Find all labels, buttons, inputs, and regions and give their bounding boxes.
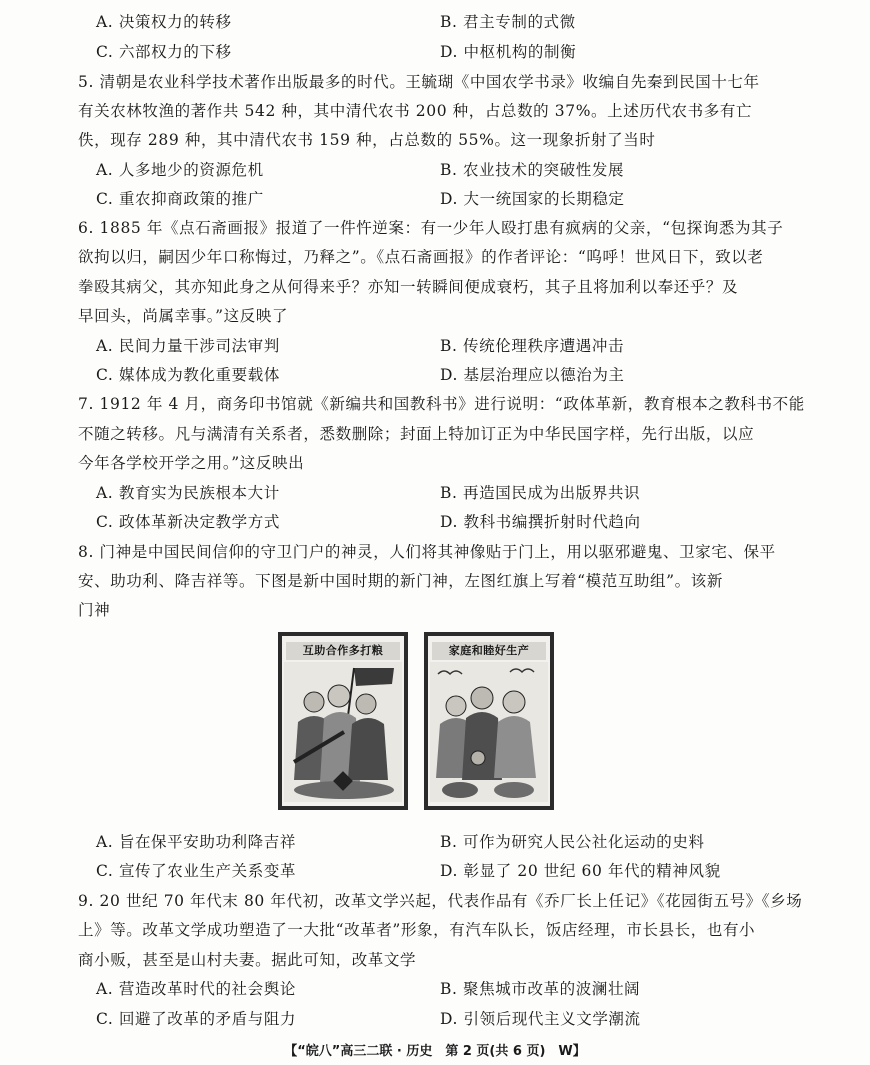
q8-stem-line: 门神: [78, 601, 111, 619]
q5-option-b: B. 农业技术的突破性发展: [440, 161, 625, 179]
poster-right-illustration: [430, 662, 548, 802]
page-footer: 【“皖八”高三二联 · 历史 第 2 页(共 6 页) W】: [284, 1044, 586, 1059]
q7-stem-line: 不随之转移。凡与满清有关系者，悉数删除；封面上特加订正为中华民国字样，先行出版，以应: [78, 425, 755, 443]
q6-stem-line: 早回头，尚属幸事。”这反映了: [78, 307, 289, 325]
q7-option-d: D. 教科书编撰折射时代趋向: [440, 513, 641, 531]
q5-option-d: D. 大一统国家的长期稳定: [440, 190, 625, 208]
q9-stem-line: 9. 20 世纪 70 年代末 80 年代初，改革文学兴起，代表作品有《乔厂长上任记》《花园街五号》《乡场: [78, 892, 803, 910]
q8-option-a: A. 旨在保平安助功利降吉祥: [96, 833, 296, 851]
q9-stem-line: 商小贩，甚至是山村夫妻。据此可知，改革文学: [78, 951, 417, 969]
q5-stem-line: 5. 清朝是农业科学技术著作出版最多的时代。王毓瑚《中国农学书录》收编自先秦到民国十七年: [78, 73, 760, 91]
q7-stem-line: 今年各学校开学之用。”这反映出: [78, 454, 305, 472]
q5-option-c: C. 重农抑商政策的推广: [96, 190, 264, 208]
q6-stem-line: 6. 1885 年《点石斋画报》报道了一件忤逆案：有一少年人殴打患有疯病的父亲，“包探询悉为其子: [78, 219, 784, 237]
door-god-posters-figure: [278, 632, 586, 812]
q8-option-b: B. 可作为研究人民公社化运动的史料: [440, 833, 705, 851]
poster-right: [424, 632, 554, 810]
q8-option-c: C. 宣传了农业生产关系变革: [96, 862, 297, 880]
q7-option-c: C. 政体革新决定教学方式: [96, 513, 280, 531]
q5-stem-line: 佚，现存 289 种，其中清代农书 159 种，占总数的 55%。这一现象折射了当时: [78, 131, 656, 149]
poster-left-illustration: [284, 662, 402, 802]
q5-stem-line: 有关农林牧渔的著作共 542 种，其中清代农书 200 种，占总数的 37%。上述历代农书多有亡: [78, 102, 753, 120]
q8-stem-line: 8. 门神是中国民间信仰的守卫门户的神灵，人们将其神像贴于门上，用以驱邪避鬼、卫家宅、保平: [78, 543, 776, 561]
q6-option-b: B. 传统伦理秩序遭遇冲击: [440, 337, 625, 355]
poster-right-title: 家庭和睦好生产: [432, 642, 546, 660]
q6-option-d: D. 基层治理应以德治为主: [440, 366, 625, 384]
q8-stem-line: 安、助功利、降吉祥等。下图是新中国时期的新门神，左图红旗上写着“模范互助组”。该新: [78, 572, 723, 590]
poster-left: [278, 632, 408, 810]
q4-option-d: D. 中枢机构的制衡: [440, 43, 577, 61]
q5-option-a: A. 人多地少的资源危机: [96, 161, 264, 179]
q6-option-c: C. 媒体成为教化重要载体: [96, 366, 280, 384]
q7-stem-line: 7. 1912 年 4 月，商务印书馆就《新编共和国教科书》进行说明：“政体革新，教育根本之教科书不能: [78, 395, 805, 413]
q9-option-b: B. 聚焦城市改革的波澜壮阔: [440, 980, 641, 998]
q6-option-a: A. 民间力量干涉司法审判: [96, 337, 280, 355]
q9-option-c: C. 回避了改革的矛盾与阻力: [96, 1010, 297, 1028]
q6-stem-line: 拳殴其病父，其亦知此身之从何得来乎？亦知一转瞬间便成衰朽，其子且将加利以奉还乎？及: [78, 278, 739, 296]
q8-option-d: D. 彰显了 20 世纪 60 年代的精神风貌: [440, 862, 721, 880]
poster-left-title: 互助合作多打粮: [286, 642, 400, 660]
q7-option-b: B. 再造国民成为出版界共识: [440, 484, 641, 502]
q9-stem-line: 上》等。改革文学成功塑造了一大批“改革者”形象，有汽车队长，饭店经理，市长县长，也有小: [78, 921, 756, 939]
q9-option-d: D. 引领后现代主义文学潮流: [440, 1010, 641, 1028]
q4-option-c: C. 六部权力的下移: [96, 43, 232, 61]
q9-option-a: A. 营造改革时代的社会舆论: [96, 980, 296, 998]
q4-option-b: B. 君主专制的式微: [440, 13, 576, 31]
q6-stem-line: 欲拘以归，嗣因少年口称悔过，乃释之”。《点石斋画报》的作者评论：“呜呼！世风日下，致以老: [78, 248, 764, 266]
q7-option-a: A. 教育实为民族根本大计: [96, 484, 280, 502]
q4-option-a: A. 决策权力的转移: [96, 13, 232, 31]
